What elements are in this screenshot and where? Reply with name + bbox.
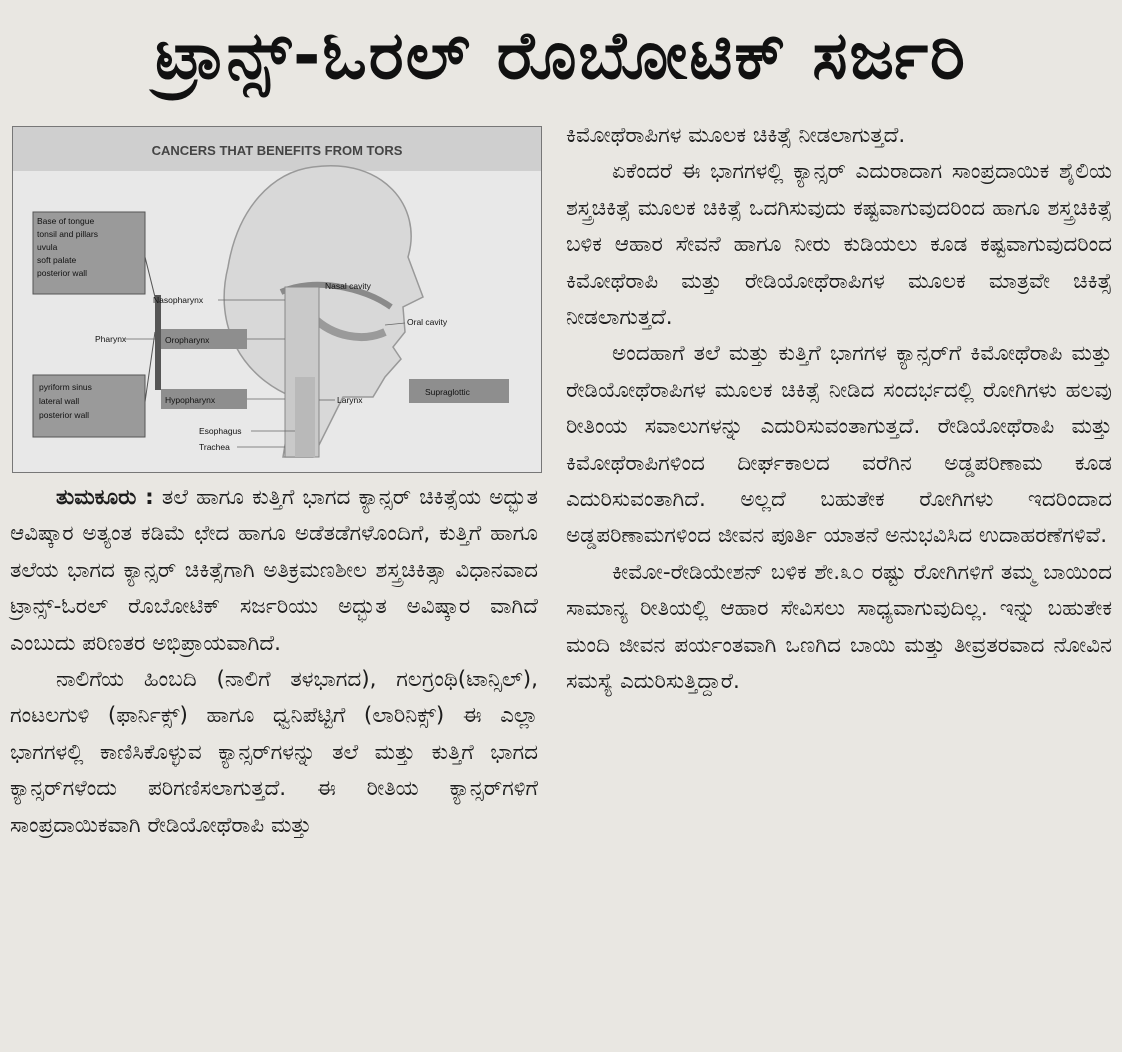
article-paragraph: ಅಂದಹಾಗೆ ತಲೆ ಮತ್ತು ಕುತ್ತಿಗೆ ಭಾಗಗಳ ಕ್ಯಾನ್ಸರ್‌ಗೆ ಕಿಮೋಥೆರಾಪಿ ಮತ್ತು ರೇಡಿಯೋಥೆರಾಪಿಗಳ ಮೂಲಕ ಚಿಕಿತ್ಸೆ ನೀಡಿದ ಸಂದರ್ಭದಲ್ಲಿ ರೋಗಿಗಳು ಹಲವು ರೀತಿಂಯ ಸವಾಲುಗಳನ್ನು ಎದುರಿಸುವಂತಾಗುತ್ತದೆ. ರೇಡಿಯೋಥೆರಾಪಿ ಮತ್ತು ಕಿಮೋಥೆರಾಪಿಗಳಿಂದ ದೀರ್ಘಕಾಲದ ವರೆಗಿನ ಅಡ್ಡಪರಿಣಾಮ ಕೂಡ ಎದುರಿಸುವಂತಾಗಿದೆ. ಅಲ್ಲದೆ ಬಹುತೇಕ ರೋಗಿಗಳು ಇದರಿಂದಾದ ಅಡ್ಡಪರಿಣಾಮಗಳಿಂದ ಜೀವನ ಪೂರ್ತಿ ಯಾತನೆ ಅನುಭವಿಸಿದ ಉದಾಹರಣೆಗಳಿವೆ.	[566, 341, 1112, 549]
article-paragraph: ಕಿಮೋಥೆರಾಪಿಗಳ ಮೂಲಕ ಚಿಕಿತ್ಸೆ ನೀಡಲಾಗುತ್ತದೆ.	[566, 123, 906, 148]
article-right-column	[566, 118, 1112, 701]
oral-cavity-label: Oral cavity	[407, 317, 448, 327]
article-paragraph: ನಾಲಿಗೆಯ ಹಿಂಬದಿ (ನಾಲಿಗೆ ತಳಭಾಗದ), ಗಲಗ್ರಂಥಿ(ಟಾನ್ಸಿಲ್), ಗಂಟಲಗುಳಿ (ಫಾರ್ನಿಕ್ಸ್) ಹಾಗೂ ಧ್ವನಿಪೆಟ್ಟಿಗೆ (ಲಾರಿನಿಕ್ಸ್) ಈ ಎಲ್ಲಾ ಭಾಗಗಳಲ್ಲಿ ಕಾಣಿಸಿಕೊಳ್ಳುವ ಕ್ಯಾನ್ಸರ್‌ಗಳನ್ನು ತಲೆ ಮತ್ತು ಕುತ್ತಿಗೆ ಭಾಗದ ಕ್ಯಾನ್ಸರ್‌ಗಳೆಂದು ಪರಿಗಣಿಸಲಾಗುತ್ತದೆ. ಈ ರೀತಿಯ ಕ್ಯಾನ್ಸರ್‌ಗಳಿಗೆ ಸಾಂಪ್ರದಾಯಿಕವಾಗಿ ರೇಡಿಯೋಥೆರಾಪಿ ಮತ್ತು	[10, 667, 538, 838]
bracket	[155, 295, 161, 390]
headline: ಟ್ರಾನ್ಸ್-ಓರಲ್ ರೊಬೋಟಿಕ್ ಸರ್ಜರಿ	[155, 16, 967, 94]
esophagus-label: Esophagus	[199, 426, 242, 436]
esophagus-tube	[295, 377, 315, 457]
dateline: ತುಮಕೂರು :	[56, 485, 154, 510]
hypopharynx-label: Hypopharynx	[165, 395, 216, 405]
pharynx-label: Pharynx	[95, 334, 127, 344]
trachea-label: Trachea	[199, 442, 230, 452]
pyriform-label: pyriform sinus lateral wall posterior wall	[39, 382, 92, 420]
anatomy-figure	[12, 126, 542, 473]
anatomy-diagram	[13, 127, 541, 472]
supraglottic-label: Supraglottic	[425, 387, 470, 397]
paragraph-text: ತಲೆ ಹಾಗೂ ಕುತ್ತಿಗೆ ಭಾಗದ ಕ್ಯಾನ್ಸರ್ ಚಿಕಿತ್ಸೆಯ ಅದ್ಭುತ ಆವಿಷ್ಕಾರ ಅತ್ಯಂತ ಕಡಿಮೆ ಛೇದ ಹಾಗೂ ಅಡೆತಡೆಗಳೊಂದಿಗೆ, ಕುತ್ತಿಗೆ ಹಾಗೂ ತಲೆಯ ಭಾಗದ ಕ್ಯಾನ್ಸರ್ ಚಿಕಿತ್ಸೆಗಾಗಿ ಅತಿಕ್ರಮಣಶೀಲ ಶಸ್ತ್ರಚಿಕಿತ್ಸಾ ವಿಧಾನವಾದ ಟ್ರಾನ್ಸ್-ಓರಲ್ ರೊಬೋಟಿಕ್ ಸರ್ಜರಿಯು ಅದ್ಭುತ ಅವಿಷ್ಕಾರ ವಾಗಿದೆ ಎಂಬುದು ಪರಿಣತರ ಅಭಿಪ್ರಾಯವಾಗಿದೆ.	[10, 485, 538, 656]
nasopharynx-label: Nasopharynx	[153, 295, 204, 305]
oropharynx-label: Oropharynx	[165, 335, 210, 345]
article-paragraph	[10, 480, 538, 662]
article-left-column	[10, 480, 538, 844]
larynx-label: Larynx	[337, 395, 363, 405]
article-paragraph: ಏಕೆಂದರೆ ಈ ಭಾಗಗಳಲ್ಲಿ ಕ್ಯಾನ್ಸರ್ ಎದುರಾದಾಗ ಸಾಂಪ್ರದಾಯಿಕ ಶೈಲಿಯ ಶಸ್ತ್ರಚಿಕಿತ್ಸೆ ಮೂಲಕ ಚಿಕಿತ್ಸೆ ಒದಗಿಸುವುದು ಕಷ್ಟವಾಗುವುದರಿಂದ ಹಾಗೂ ಶಸ್ತ್ರಚಿಕಿತ್ಸೆ ಬಳಿಕ ಆಹಾರ ಸೇವನೆ ಹಾಗೂ ನೀರು ಕುಡಿಯಲು ಕೂಡ ಕಷ್ಟವಾಗುವುದರಿಂದ ಕಿಮೋಥೆರಾಪಿ ಮತ್ತು ರೇಡಿಯೋಥೆರಾಪಿಗಳ ಮೂಲಕ ಮಾತ್ರವೇ ಚಿಕಿತ್ಸೆ ನೀಡಲಾಗುತ್ತದೆ.	[566, 159, 1112, 331]
figure-title: CANCERS THAT BENEFITS FROM TORS	[151, 143, 403, 158]
nasal-cavity-label: Nasal cavity	[325, 281, 371, 291]
base-tongue-label: Base of tongue tonsil and pillars uvula soft palate posterior wall	[37, 216, 98, 278]
article-paragraph: ಕೀಮೋ-ರೇಡಿಯೇಶನ್ ಬಳಿಕ ಶೇ.೩೦ ರಷ್ಟು ರೋಗಿಗಳಿಗೆ ತಮ್ಮ ಬಾಯಿಂದ ಸಾಮಾನ್ಯ ರೀತಿಯಲ್ಲಿ ಆಹಾರ ಸೇವಿಸಲು ಸಾಧ್ಯವಾಗುವುದಿಲ್ಲ. ಇನ್ನು ಬಹುತೇಕ ಮಂದಿ ಜೀವನ ಪರ್ಯಂತವಾಗಿ ಒಣಗಿದ ಬಾಯಿ ಮತ್ತು ತೀವ್ರತರವಾದ ನೋವಿನ ಸಮಸ್ಯೆ ಎದುರಿಸುತ್ತಿದ್ದಾರೆ.	[566, 559, 1112, 695]
